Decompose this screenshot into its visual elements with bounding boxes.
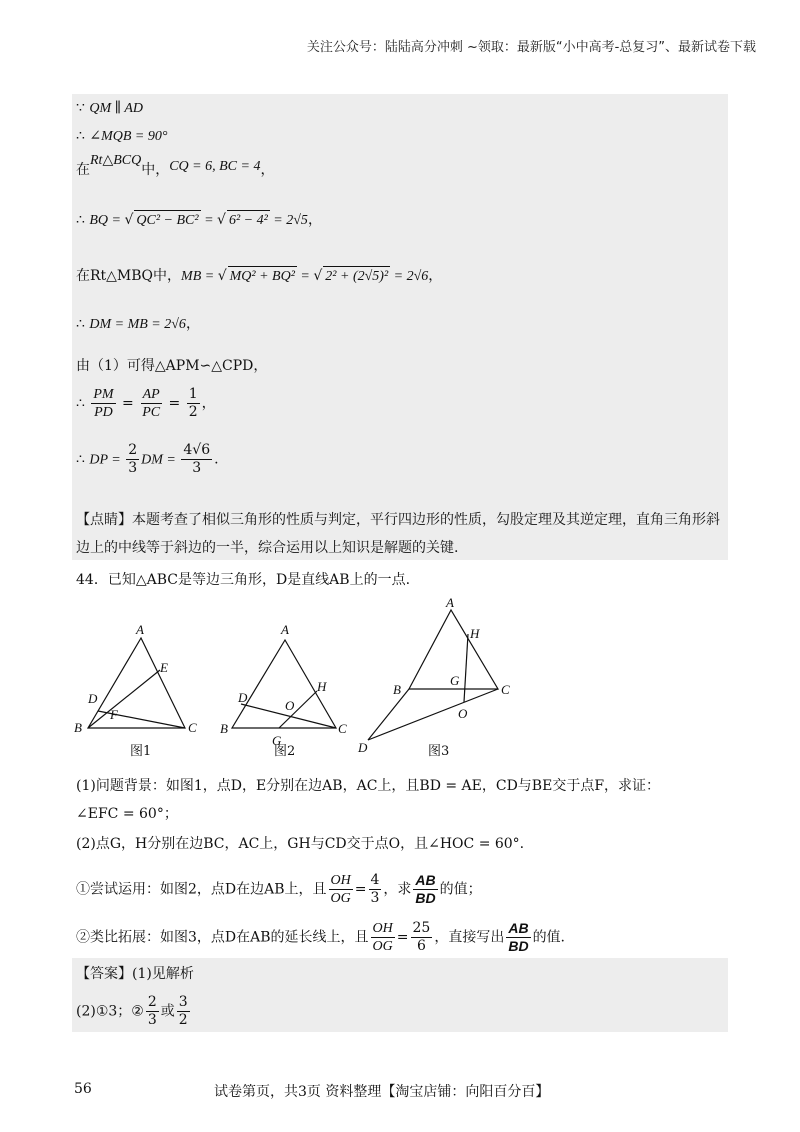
solution-line-2: ∴ ∠MQB = 90° xyxy=(76,128,168,144)
problem-q1b: ∠EFC = 60°； xyxy=(76,806,178,822)
fig2-label-O: O xyxy=(285,698,295,713)
fig1-label-C: C xyxy=(188,720,197,735)
fig3-label-H: H xyxy=(470,626,480,641)
fig2-label-C: C xyxy=(338,721,347,736)
fig2-label-D: D xyxy=(238,690,248,705)
problem-stem: 44．已知△ABC是等边三角形，D是直线AB上的一点. xyxy=(76,572,411,588)
figure-1 xyxy=(88,638,185,728)
footer-text: 试卷第页，共3页 资料整理【淘宝店铺：向阳百分百】 xyxy=(214,1084,550,1100)
answer-title: 【答案】(1)见解析 xyxy=(76,966,194,982)
solution-line-1: ∵ QM ∥ AD xyxy=(76,100,144,116)
fig1-label-E: E xyxy=(160,660,168,675)
fig2-caption: 图2 xyxy=(274,744,296,759)
fig3-label-D: D xyxy=(358,740,368,755)
fig3-label-A: A xyxy=(446,595,454,610)
solution-line-4: ∴ BQ = √ QC² − BC² = √ 6² − 4² = 2√5， xyxy=(76,210,322,231)
fig3-label-O: O xyxy=(458,706,468,721)
solution-line-6: ∴ DM = MB = 2√6， xyxy=(76,316,200,332)
fig1-label-B: B xyxy=(74,720,82,735)
page-number: 56 xyxy=(74,1081,92,1097)
fig1-label-D: D xyxy=(88,691,98,706)
fig3-label-G: G xyxy=(450,673,460,688)
geometry-figures xyxy=(60,590,540,760)
fig1-label-A: A xyxy=(136,622,144,637)
page-header: 关注公众号：陆陆高分冲刺 ~领取：最新版“小中高考-总复习”、最新试卷下载 xyxy=(306,40,756,55)
fig3-label-B: B xyxy=(393,682,401,697)
fig1-caption: 图1 xyxy=(130,744,152,759)
comment-line-1: 【点睛】本题考查了相似三角形的性质与判定，平行四边形的性质，勾股定理及其逆定理，直角三角形斜 xyxy=(76,512,720,528)
fig3-label-C: C xyxy=(501,682,510,697)
problem-q2a: ①尝试运用：如图2，点D在边AB上，且 $\frac{OH}{OG}$ = $\frac{4}{3}$ ，求 $\frac{AB}{BD}$ 的值； xyxy=(76,872,482,906)
fig2-label-A: A xyxy=(281,622,289,637)
solution-line-9: ∴ DP = $\frac{2}{3}$ DM = $\frac{4√6}{3}$ . xyxy=(76,442,219,476)
answer-line-2: (2)①3；② $\frac{2}{3}$ 或 $\frac{3}{2}$ xyxy=(76,994,188,1028)
problem-q2: (2)点G，H分别在边BC，AC上，GH与CD交于点O，且∠HOC = 60°. xyxy=(76,836,525,852)
solution-line-7: 由（1）可得△APM∽△CPD， xyxy=(76,358,268,374)
problem-q1a: (1)问题背景：如图1，点D，E分别在边AB，AC上，且BD = AE，CD与BE交于点F，求证： xyxy=(76,778,661,794)
comment-line-2: 边上的中线等于斜边的一半，综合运用以上知识是解题的关键. xyxy=(76,540,459,556)
solution-line-3: 在Rt△BCQ中，CQ = 6, BC = 4， xyxy=(76,153,275,178)
solution-line-8: ∴ $\frac{PM}{PD}$ = $\frac{AP}{PC}$ = $\frac{1}{2}$ ， xyxy=(76,386,216,420)
fig2-label-H: H xyxy=(317,679,327,694)
fig2-label-G: G xyxy=(272,733,282,748)
fig1-label-F: F xyxy=(110,707,118,722)
fig2-label-B: B xyxy=(220,721,228,736)
solution-line-5: 在Rt△MBQ中，MB = √ MQ² + BQ² = √ 2² + (2√5)² = 2√6， xyxy=(76,266,442,287)
problem-q2b: ②类比拓展：如图3，点D在AB的延长线上，且 $\frac{OH}{OG}$ = $\frac{25}{6}$ ，直接写出 $\frac{AB}{BD}$ 的值. xyxy=(76,920,566,954)
fig3-caption: 图3 xyxy=(428,744,450,759)
